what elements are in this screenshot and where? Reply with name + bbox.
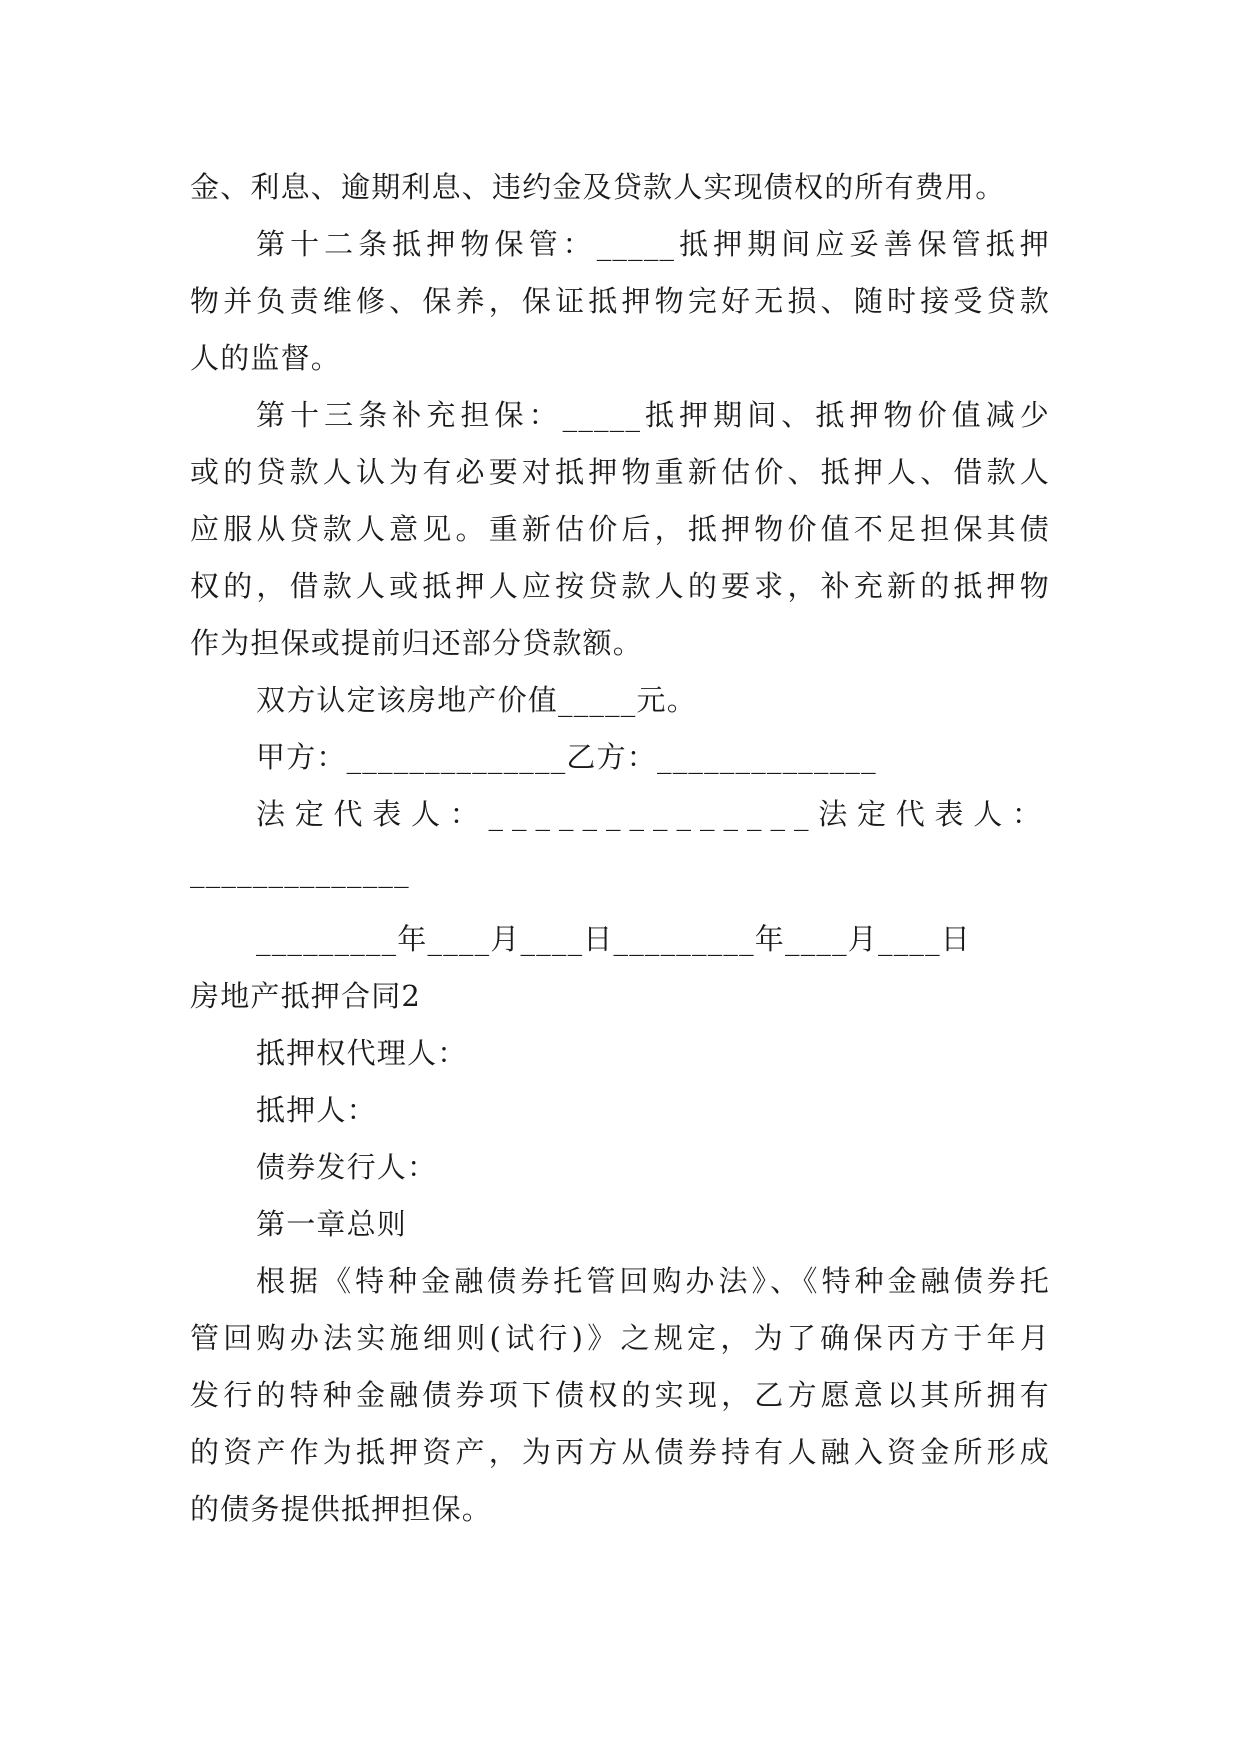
paragraph-line: 权的，借款人或抵押人应按贷款人的要求，补充新的抵押物	[190, 569, 1050, 603]
paragraph-line: 金、利息、逾期利息、违约金及贷款人实现债权的所有费用。	[190, 170, 1006, 204]
chapter-heading: 第一章总则	[256, 1207, 408, 1241]
bond-issuer-line: 债券发行人：	[256, 1150, 438, 1184]
property-value-line: 双方认定该房地产价值_____元。	[256, 683, 697, 717]
paragraph-line: 应服从贷款人意见。重新估价后，抵押物价值不足担保其债	[190, 512, 1050, 546]
date-line: _________年____月____日_________年____月____日	[256, 922, 972, 956]
clause-12-line: 第十二条抵押物保管：_____抵押期间应妥善保管抵押	[256, 227, 1050, 261]
paragraph-line: 发行的特种金融债券项下债权的实现，乙方愿意以其所拥有	[190, 1378, 1050, 1412]
mortgage-agent-line: 抵押权代理人：	[256, 1036, 468, 1070]
party-signature-line: 甲方：______________乙方：______________	[256, 740, 877, 774]
paragraph-line: 的债务提供抵押担保。	[190, 1492, 493, 1526]
paragraph-line: 或的贷款人认为有必要对抵押物重新估价、抵押人、借款人	[190, 455, 1050, 489]
section-title: 房地产抵押合同2	[190, 979, 422, 1013]
clause-13-line: 第十三条补充担保：_____抵押期间、抵押物价值减少	[256, 398, 1050, 432]
paragraph-line: 的资产作为抵押资产，为丙方从债券持有人融入资金所形成	[190, 1435, 1050, 1469]
paragraph-line: 物并负责维修、保养，保证抵押物完好无损、随时接受贷款	[190, 284, 1050, 318]
mortgagor-line: 抵押人：	[256, 1093, 377, 1127]
legal-representative-line: 法定代表人：______________法定代表人：	[256, 797, 1050, 831]
representative-blank-line: ______________	[190, 854, 410, 888]
paragraph-line: 作为担保或提前归还部分贷款额。	[190, 626, 644, 660]
paragraph-line: 管回购办法实施细则(试行)》之规定，为了确保丙方于年月	[190, 1321, 1050, 1355]
paragraph-line: 根据《特种金融债券托管回购办法》、《特种金融债券托	[256, 1264, 1050, 1298]
paragraph-line: 人的监督。	[190, 341, 342, 375]
